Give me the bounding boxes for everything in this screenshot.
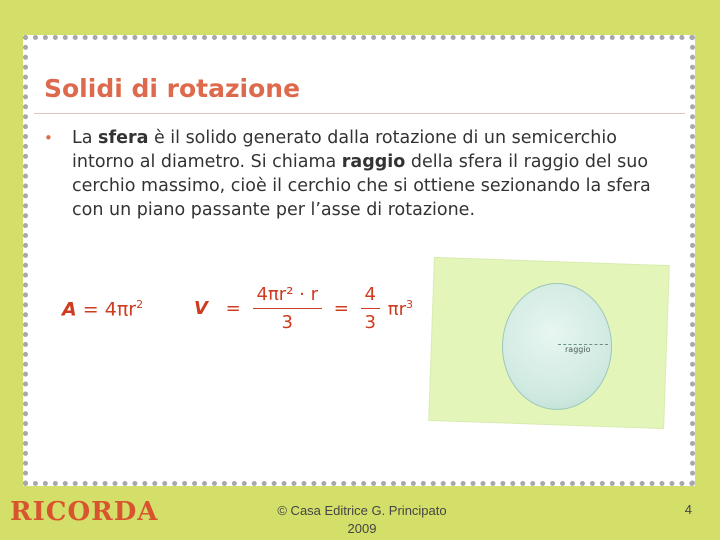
fraction-1-bar [253, 308, 322, 309]
formula-area-exponent: 2 [136, 298, 144, 311]
bullet-paragraph [44, 126, 664, 222]
formula-volume-rhs: πr [387, 298, 406, 320]
formula-volume-exponent: 3 [405, 297, 413, 311]
fraction-2-numerator: 4 [364, 284, 376, 305]
formula-volume-fraction-1 [253, 284, 322, 333]
copyright-line-2: 2009 [347, 521, 377, 536]
bullet-text-part: è il solido generato dalla rotazione di un semicerchio intorno al diametro. Si chiama [72, 128, 617, 172]
bullet-text [72, 126, 664, 222]
fraction-1-numerator: 4πr² · r [256, 284, 318, 305]
formula-area-eq: = [82, 298, 99, 321]
bullet-marker: • [44, 129, 53, 147]
formula-area [62, 298, 143, 320]
formula-area-lhs: A [62, 298, 77, 321]
term-raggio: raggio [341, 152, 406, 172]
page-number: 4 [684, 502, 692, 517]
fraction-1-denominator: 3 [281, 312, 293, 333]
fraction-2-denominator: 3 [364, 312, 376, 333]
radius-label: raggio [565, 345, 591, 354]
slide-title: Solidi di rotazione [44, 74, 301, 103]
formula-area-rhs: 4πr [104, 298, 137, 321]
sphere-image [502, 283, 612, 410]
formula-volume [188, 284, 419, 333]
bullet-text-part: La [72, 128, 99, 148]
formula-volume-fraction-2 [361, 284, 380, 333]
title-divider [34, 113, 685, 114]
formula-volume-rhs-wrap [388, 298, 413, 320]
formula-volume-eq2: = [333, 298, 349, 319]
footer-copyright [262, 502, 462, 538]
formula-volume-lhs: V [194, 298, 208, 319]
ricorda-logo: RICORDA [10, 497, 159, 527]
term-sfera: sfera [98, 128, 149, 148]
copyright-line-1: © Casa Editrice G. Principato [277, 503, 447, 518]
fraction-2-bar [361, 308, 380, 309]
bullet-text-part: della sfera il raggio del suo cerchio massimo, cioè il cerchio che si ottiene sezionando la sfera con un piano passante per l’asse di rotazione. [72, 152, 651, 220]
formula-volume-eq1: = [225, 298, 241, 319]
